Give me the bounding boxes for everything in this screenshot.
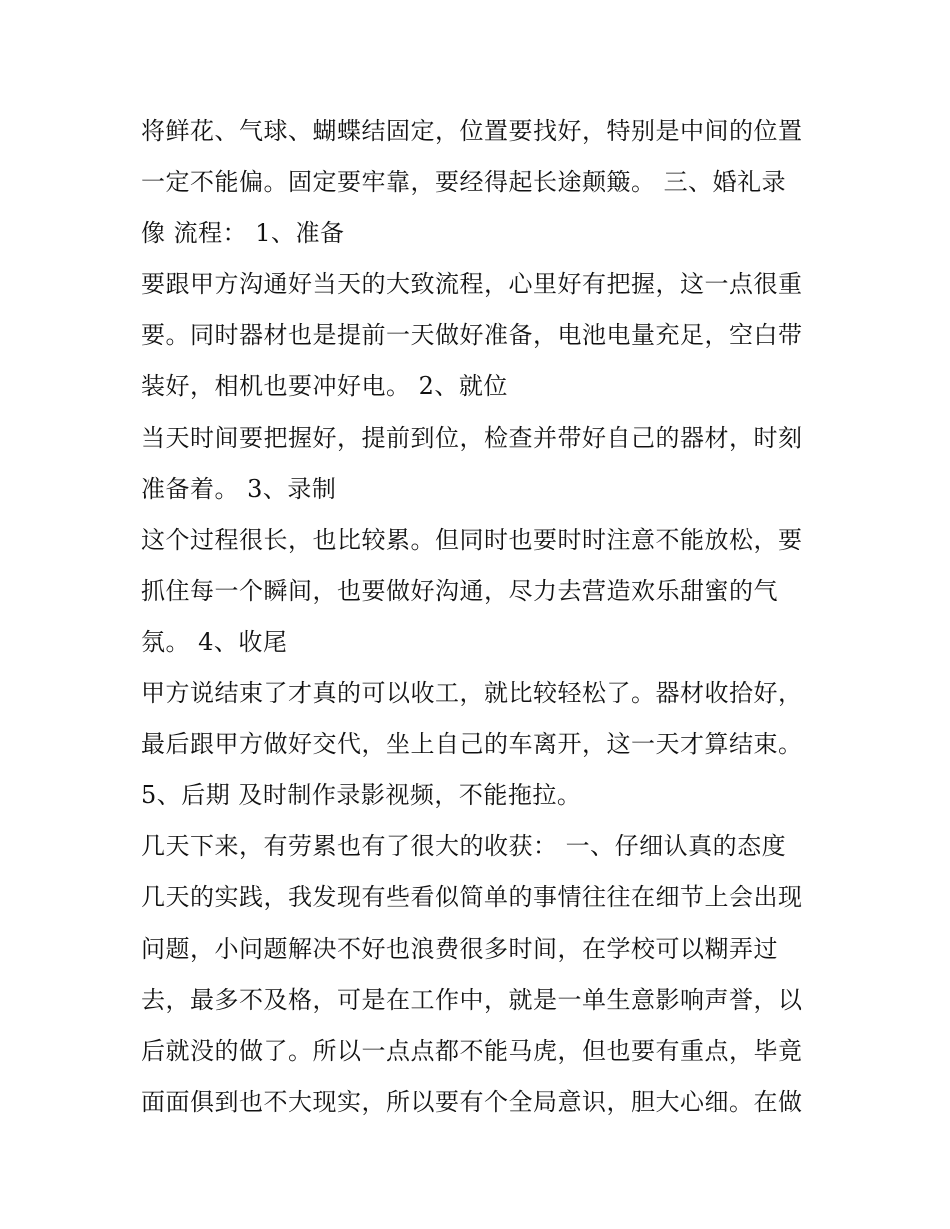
text-line: 一定不能偏。固定要牢靠，要经得起长途颠簸。 三、婚礼录 xyxy=(141,168,787,197)
text-line: 氛。 4、收尾 xyxy=(141,627,288,656)
text-line: 像 流程： 1、准备 xyxy=(141,219,345,248)
text-line: 面面俱到也不大现实，所以要有个全局意识，胆大心细。在做 xyxy=(141,1087,803,1116)
text-line: 去，最多不及格，可是在工作中，就是一单生意影响声誉，以 xyxy=(141,985,803,1014)
text-line: 5、后期 及时制作录影视频，不能拖拉。 xyxy=(141,781,582,810)
text-line: 后就没的做了。所以一点点都不能马虎，但也要有重点，毕竟 xyxy=(141,1036,803,1065)
text-line: 几天下来，有劳累也有了很大的收获： 一、仔细认真的态度 xyxy=(141,832,787,861)
text-line: 要跟甲方沟通好当天的大致流程，心里好有把握，这一点很重 xyxy=(141,270,803,299)
text-line: 抓住每一个瞬间，也要做好沟通，尽力去营造欢乐甜蜜的气 xyxy=(141,576,778,605)
text-line: 最后跟甲方做好交代，坐上自己的车离开，这一天才算结束。 xyxy=(141,730,803,759)
text-line: 当天时间要把握好，提前到位，检查并带好自己的器材，时刻 xyxy=(141,423,803,452)
text-line: 装好，相机也要冲好电。 2、就位 xyxy=(141,372,508,401)
text-line: 要。同时器材也是提前一天做好准备，电池电量充足，空白带 xyxy=(141,321,803,350)
text-line: 甲方说结束了才真的可以收工，就比较轻松了。器材收拾好， xyxy=(141,679,803,708)
text-line: 这个过程很长，也比较累。但同时也要时时注意不能放松，要 xyxy=(141,525,803,554)
text-line: 准备着。 3、录制 xyxy=(141,474,337,503)
text-line: 问题，小问题解决不好也浪费很多时间，在学校可以糊弄过 xyxy=(141,934,778,963)
text-line: 几天的实践，我发现有些看似简单的事情往往在细节上会出现 xyxy=(141,883,803,912)
text-line: 将鲜花、气球、蝴蝶结固定，位置要找好，特别是中间的位置 xyxy=(141,117,803,145)
body-text xyxy=(141,106,821,1128)
